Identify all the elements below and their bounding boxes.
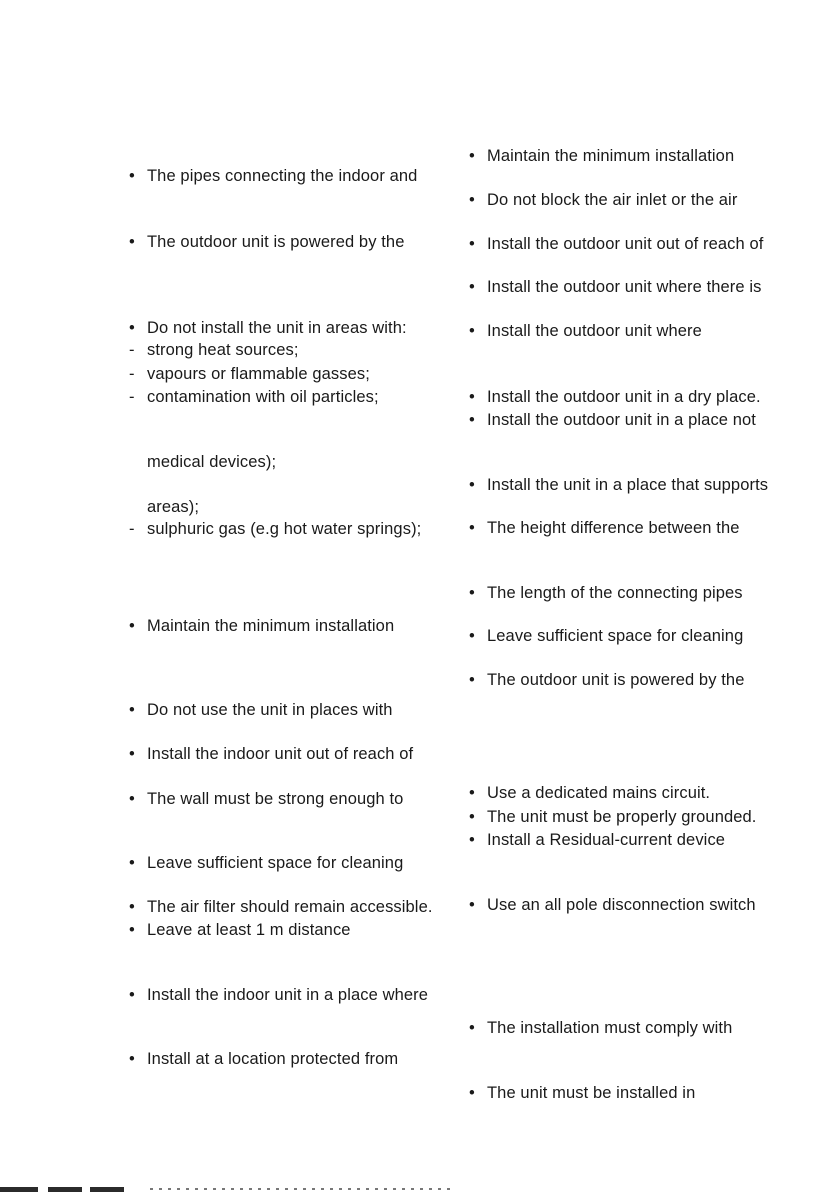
list-item — [129, 700, 393, 720]
dash-marker: - — [129, 388, 135, 406]
list-item — [129, 897, 433, 917]
bullet-marker: • — [129, 898, 135, 916]
list-item — [469, 475, 768, 495]
bullet-marker: • — [129, 790, 135, 808]
list-item — [469, 1083, 695, 1103]
list-item — [469, 807, 757, 827]
bullet-marker: • — [469, 671, 475, 689]
list-item-text: Install a Residual-current device — [487, 831, 726, 849]
bullet-marker: • — [469, 278, 475, 296]
list-item — [469, 626, 743, 646]
list-item — [129, 232, 404, 252]
list-item-text: Use a dedicated mains circuit. — [487, 784, 711, 802]
list-item — [129, 364, 370, 384]
list-item — [129, 452, 276, 472]
list-item — [469, 190, 737, 210]
list-item-text: Leave at least 1 m distance — [147, 921, 351, 939]
list-item-text: sulphuric gas (e.g hot water springs); — [147, 520, 422, 538]
list-item-text: The outdoor unit is powered by the — [487, 671, 745, 689]
bullet-marker: • — [129, 854, 135, 872]
list-item-text: Install the outdoor unit in a dry place. — [487, 388, 761, 406]
list-item-text: Install the outdoor unit out of reach of — [487, 235, 764, 253]
bullet-marker: • — [469, 191, 475, 209]
list-item-text: Leave sufficient space for cleaning — [487, 627, 744, 645]
list-item-text: areas); — [147, 498, 200, 516]
list-item-text: The length of the connecting pipes — [487, 584, 743, 602]
list-item — [469, 583, 743, 603]
list-item — [129, 340, 299, 360]
list-item-text: Install the indoor unit in a place where — [147, 986, 429, 1004]
bullet-marker: • — [129, 745, 135, 763]
bullet-marker: • — [129, 233, 135, 251]
list-item — [129, 616, 394, 636]
list-item-text: Do not block the air inlet or the air — [487, 191, 738, 209]
list-item — [129, 318, 407, 338]
list-item — [129, 853, 403, 873]
list-item — [129, 920, 351, 940]
list-item-text: The pipes connecting the indoor and — [147, 167, 418, 185]
list-item — [469, 387, 761, 407]
bullet-marker: • — [469, 147, 475, 165]
list-item-text: Do not use the unit in places with — [147, 701, 393, 719]
dash-marker: - — [129, 520, 135, 538]
list-item — [469, 277, 761, 297]
bullet-marker: • — [469, 388, 475, 406]
list-item-text: Use an all pole disconnection switch — [487, 896, 756, 914]
bullet-marker: • — [469, 519, 475, 537]
footer-cropped-text — [150, 1188, 450, 1190]
list-item — [129, 387, 379, 407]
dash-marker: - — [129, 341, 135, 359]
bullet-marker: • — [469, 584, 475, 602]
bullet-marker: • — [469, 235, 475, 253]
list-item-text: Install the outdoor unit where there is — [487, 278, 762, 296]
list-item — [129, 497, 199, 517]
list-item-text: Install the indoor unit out of reach of — [147, 745, 414, 763]
bullet-marker: • — [469, 476, 475, 494]
bullet-marker: • — [129, 617, 135, 635]
bullet-marker: • — [469, 411, 475, 429]
list-item-text: medical devices); — [147, 453, 277, 471]
list-item-text: contamination with oil particles; — [147, 388, 379, 406]
list-item-text: Maintain the minimum installation — [147, 617, 395, 635]
bullet-marker: • — [469, 784, 475, 802]
bullet-marker: • — [469, 627, 475, 645]
bullet-marker: • — [469, 808, 475, 826]
list-item-text: The air filter should remain accessible. — [147, 898, 433, 916]
bullet-marker: • — [469, 1084, 475, 1102]
list-item — [129, 166, 417, 186]
bullet-marker: • — [469, 831, 475, 849]
list-item — [469, 146, 734, 166]
list-item — [469, 518, 740, 538]
list-item — [469, 410, 756, 430]
list-item — [469, 783, 710, 803]
list-item-text: The outdoor unit is powered by the — [147, 233, 405, 251]
list-item — [129, 519, 421, 539]
bullet-marker: • — [129, 986, 135, 1004]
list-item — [469, 830, 725, 850]
footer-mark — [48, 1187, 82, 1192]
bullet-marker: • — [129, 921, 135, 939]
list-item-text: The height difference between the — [487, 519, 740, 537]
list-item-text: Install the outdoor unit in a place not — [487, 411, 756, 429]
footer-mark — [90, 1187, 124, 1192]
list-item — [129, 985, 428, 1005]
footer-strip — [0, 1183, 460, 1192]
list-item-text: Do not install the unit in areas with: — [147, 319, 407, 337]
bullet-marker: • — [129, 167, 135, 185]
list-item-text: strong heat sources; — [147, 341, 299, 359]
bullet-marker: • — [469, 322, 475, 340]
bullet-marker: • — [129, 1050, 135, 1068]
list-item — [129, 1049, 398, 1069]
list-item-text: The unit must be installed in — [487, 1084, 696, 1102]
list-item — [469, 670, 744, 690]
list-item-text: Install at a location protected from — [147, 1050, 399, 1068]
bullet-marker: • — [129, 319, 135, 337]
list-item — [129, 744, 413, 764]
list-item-text: The installation must comply with — [487, 1019, 733, 1037]
list-item-text: Leave sufficient space for cleaning — [147, 854, 404, 872]
list-item — [469, 234, 763, 254]
list-item-text: Maintain the minimum installation — [487, 147, 735, 165]
list-item-text: Install the outdoor unit where — [487, 322, 702, 340]
list-item — [469, 1018, 732, 1038]
list-item-text: vapours or flammable gasses; — [147, 365, 370, 383]
footer-mark — [0, 1187, 38, 1192]
list-item — [129, 789, 403, 809]
list-item-text: Install the unit in a place that supports — [487, 476, 769, 494]
list-item — [469, 321, 702, 341]
list-item — [469, 895, 756, 915]
list-item-text: The wall must be strong enough to — [147, 790, 404, 808]
bullet-marker: • — [469, 1019, 475, 1037]
dash-marker: - — [129, 365, 135, 383]
list-item-text: The unit must be properly grounded. — [487, 808, 757, 826]
bullet-marker: • — [129, 701, 135, 719]
bullet-marker: • — [469, 896, 475, 914]
